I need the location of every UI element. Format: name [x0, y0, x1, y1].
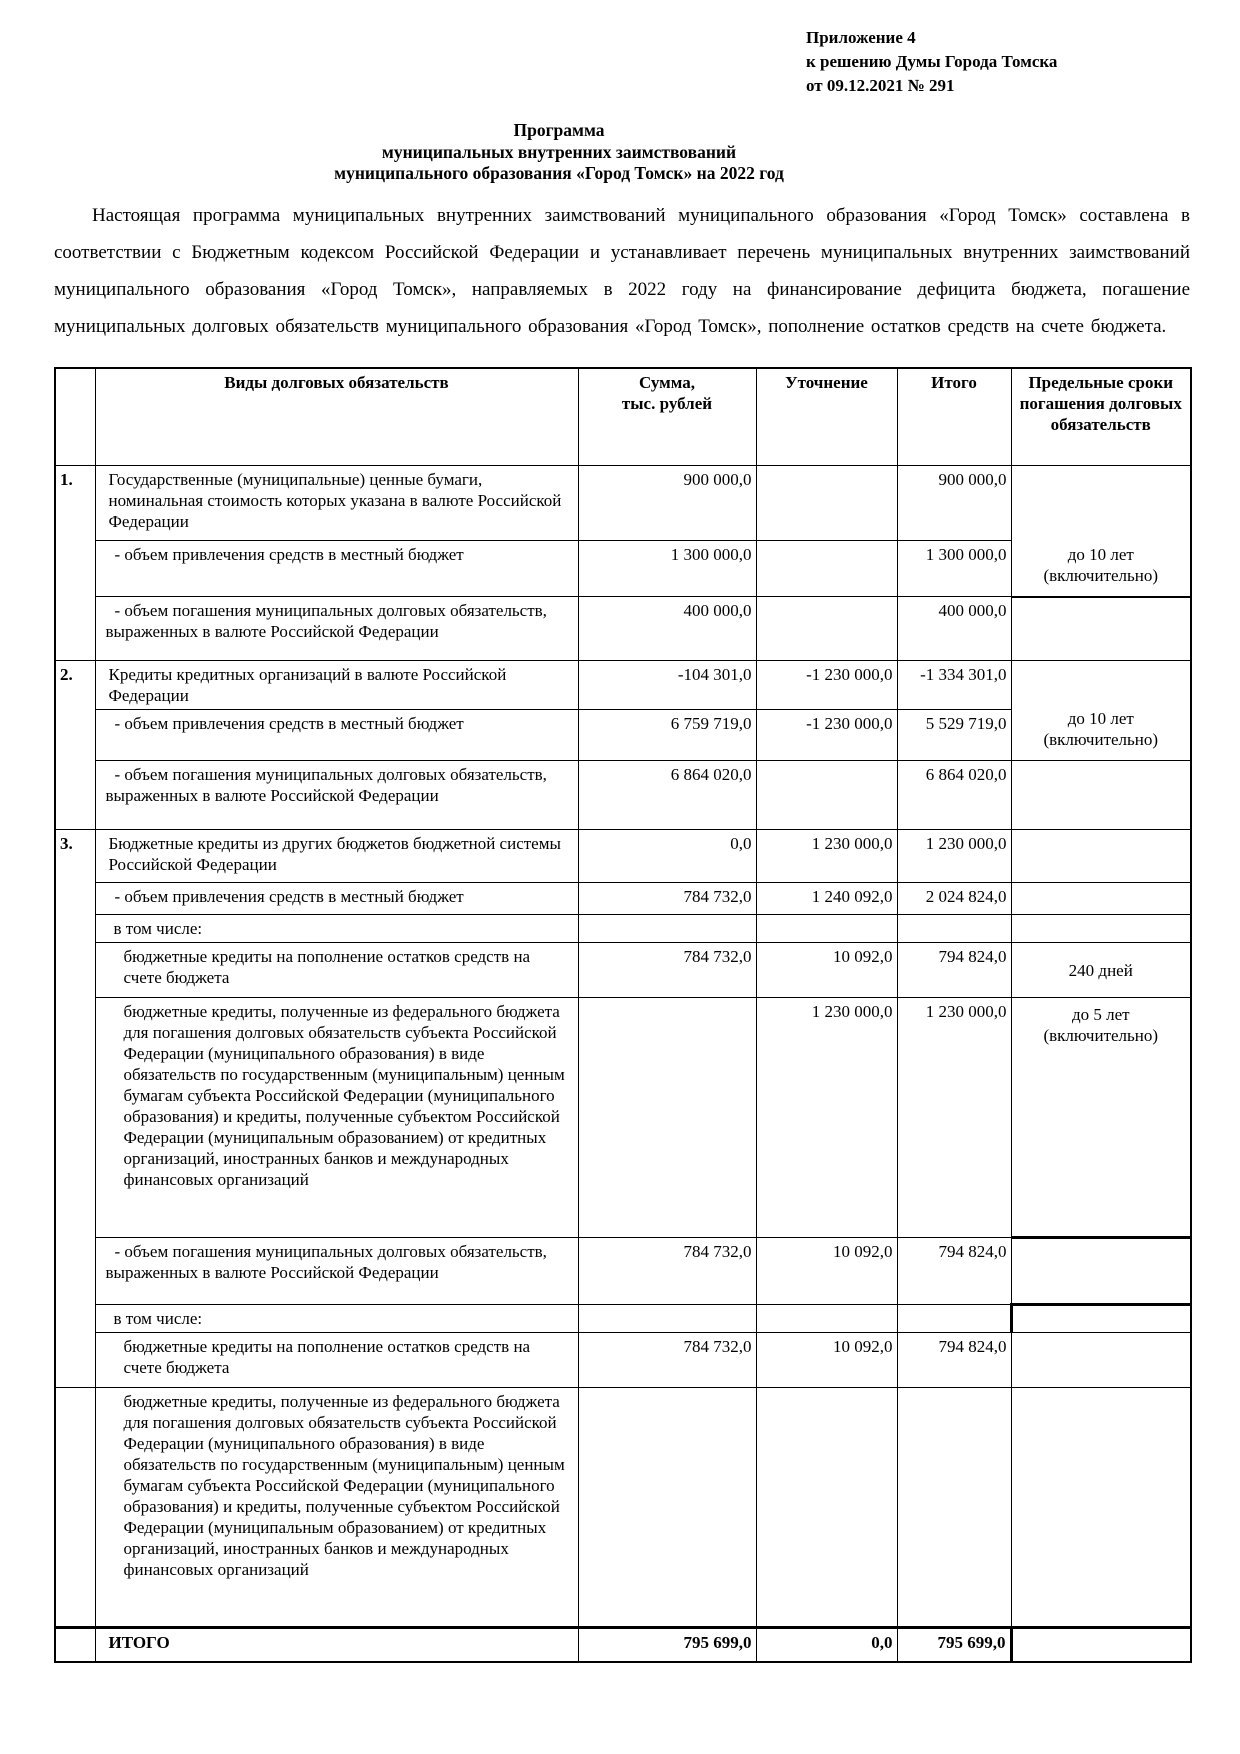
cell-deadline [1011, 1388, 1191, 1628]
cell-clarification [756, 1388, 897, 1628]
cell-total-total: 795 699,0 [897, 1628, 1011, 1662]
cell-total: -1 334 301,0 [897, 661, 1011, 710]
table-row [55, 597, 1191, 661]
cell-total: 794 824,0 [897, 1238, 1011, 1305]
cell-sum: 784 732,0 [578, 1333, 756, 1388]
appendix-line: от 09.12.2021 № 291 [806, 76, 955, 95]
cell-desc: бюджетные кредиты на пополнение остатков средств на счете бюджета [95, 943, 578, 998]
cell-clarification: -1 230 000,0 [756, 661, 897, 710]
cell-total: 1 230 000,0 [897, 998, 1011, 1238]
title-line: муниципальных внутренних заимствований [381, 141, 737, 162]
cell-deadline: до 10 лет (включительно) [1011, 466, 1191, 597]
table-row [55, 915, 1191, 943]
cell-total [897, 1388, 1011, 1628]
cell-clarification [756, 1305, 897, 1333]
cell-sum: 6 759 719,0 [578, 710, 756, 761]
appendix-block [806, 26, 1190, 98]
cell-sum: 1 300 000,0 [578, 541, 756, 597]
table-row [55, 998, 1191, 1238]
cell-total [897, 1305, 1011, 1333]
cell-desc: - объем погашения муниципальных долговых обязательств, выраженных в валюте Российской Федерации [95, 597, 578, 661]
cell-sum: 6 864 020,0 [578, 761, 756, 830]
cell-desc: - объем привлечения средств в местный бюджет [95, 541, 578, 597]
cell-total: 6 864 020,0 [897, 761, 1011, 830]
cell-desc: - объем погашения муниципальных долговых обязательств, выраженных в валюте Российской Федерации [95, 1238, 578, 1305]
cell-clarification [756, 466, 897, 541]
cell-desc: Государственные (муниципальные) ценные бумаги, номинальная стоимость которых указана в валюте Российской Федерации [95, 466, 578, 541]
cell-clarification [756, 597, 897, 661]
cell-clarification: 10 092,0 [756, 943, 897, 998]
table-total-row [55, 1628, 1191, 1662]
cell-clarification-total: 0,0 [756, 1628, 897, 1662]
borrowings-table [54, 367, 1192, 1663]
cell-sum: -104 301,0 [578, 661, 756, 710]
cell-desc: в том числе: [95, 915, 578, 943]
cell-sum [578, 998, 756, 1238]
cell-deadline [1011, 1238, 1191, 1305]
cell-sum: 784 732,0 [578, 1238, 756, 1305]
cell-deadline [1011, 597, 1191, 661]
header-num [55, 368, 95, 466]
intro-paragraph: Настоящая программа муниципальных внутренних заимствований муниципального образования «Город Томск» составлена в соответствии с Бюджетным кодексом Российской Федерации и устанавливает перечень муниципальных внутренних заимствований муниципального образования «Город Томск», направляемых в 2022 году на финансирование дефицита бюджета, погашение муниципальных долговых обязательств муниципального образования «Город Томск», пополнение остатков средств на счете бюджета. [54, 204, 1190, 337]
header-clarification: Уточнение [756, 368, 897, 466]
header-deadline: Предельные сроки погашения долговых обязательств [1011, 368, 1191, 466]
cell-deadline [1011, 830, 1191, 883]
table-row [55, 830, 1191, 883]
cell-sum: 784 732,0 [578, 943, 756, 998]
cell-deadline [1011, 883, 1191, 915]
cell-desc: - объем погашения муниципальных долговых обязательств, выраженных в валюте Российской Федерации [95, 761, 578, 830]
appendix-line: Приложение 4 [806, 28, 916, 47]
cell-total: 1 300 000,0 [897, 541, 1011, 597]
header-types: Виды долговых обязательств [95, 368, 578, 466]
cell-deadline [1011, 1305, 1191, 1333]
document-title [54, 120, 1064, 185]
cell-sum: 784 732,0 [578, 883, 756, 915]
table-row [55, 661, 1191, 710]
cell-sum: 900 000,0 [578, 466, 756, 541]
header-sum-line2: тыс. рублей [621, 393, 713, 413]
cell-total: 794 824,0 [897, 943, 1011, 998]
cell-num [55, 1388, 95, 1628]
cell-clarification [756, 761, 897, 830]
table-row [55, 1388, 1191, 1628]
header-sum [578, 368, 756, 466]
cell-desc: в том числе: [95, 1305, 578, 1333]
cell-deadline [1011, 1333, 1191, 1388]
cell-desc: Кредиты кредитных организаций в валюте Российской Федерации [95, 661, 578, 710]
cell-clarification: -1 230 000,0 [756, 710, 897, 761]
cell-clarification: 1 240 092,0 [756, 883, 897, 915]
cell-clarification [756, 915, 897, 943]
cell-clarification: 1 230 000,0 [756, 830, 897, 883]
cell-sum: 400 000,0 [578, 597, 756, 661]
cell-total: 2 024 824,0 [897, 883, 1011, 915]
title-line: Программа [513, 120, 605, 140]
cell-total: 400 000,0 [897, 597, 1011, 661]
cell-deadline: до 5 лет (включительно) [1011, 998, 1191, 1238]
table-row [55, 761, 1191, 830]
cell-deadline: 240 дней [1011, 943, 1191, 998]
cell-desc: бюджетные кредиты на пополнение остатков средств на счете бюджета [95, 1333, 578, 1388]
cell-sum-total: 795 699,0 [578, 1628, 756, 1662]
cell-num: 3. [55, 830, 95, 1388]
cell-sum [578, 915, 756, 943]
cell-clarification: 10 092,0 [756, 1238, 897, 1305]
cell-num: 2. [55, 661, 95, 830]
table-row [55, 1305, 1191, 1333]
table-header-row [55, 368, 1191, 466]
header-total: Итого [897, 368, 1011, 466]
cell-desc: бюджетные кредиты, полученные из федерального бюджета для погашения долговых обязательств субъекта Российской Федерации (муниципального образования) в виде обязательств по государственным (муниципальным) ценным бумагам субъекта Российской Федерации (муниципального образования) и кредиты, полученные субъектом Российской Федерации (муниципальным образованием) от кредитных организаций, иностранных банков и международных финансовых организаций [95, 998, 578, 1238]
cell-sum [578, 1305, 756, 1333]
cell-deadline [1011, 1628, 1191, 1662]
cell-deadline [1011, 915, 1191, 943]
cell-desc-total-label: ИТОГО [95, 1628, 578, 1662]
cell-num [55, 1628, 95, 1662]
cell-sum: 0,0 [578, 830, 756, 883]
table-row [55, 883, 1191, 915]
cell-total [897, 915, 1011, 943]
cell-total: 900 000,0 [897, 466, 1011, 541]
table-row [55, 943, 1191, 998]
cell-deadline: до 10 лет (включительно) [1011, 661, 1191, 761]
cell-total: 794 824,0 [897, 1333, 1011, 1388]
cell-clarification: 10 092,0 [756, 1333, 897, 1388]
cell-clarification [756, 541, 897, 597]
cell-total: 1 230 000,0 [897, 830, 1011, 883]
table-row [55, 1238, 1191, 1305]
header-sum-line1: Сумма, [639, 372, 695, 392]
table-row [55, 1333, 1191, 1388]
cell-sum [578, 1388, 756, 1628]
cell-total: 5 529 719,0 [897, 710, 1011, 761]
cell-desc: бюджетные кредиты, полученные из федерального бюджета для погашения долговых обязательств субъекта Российской Федерации (муниципального образования) в виде обязательств по государственным (муниципальным) ценным бумагам субъекта Российской Федерации (муниципального образования) и кредиты, полученные субъектом Российской Федерации (муниципальным образованием) от кредитных организаций, иностранных банков и международных финансовых организаций [95, 1388, 578, 1628]
cell-desc: - объем привлечения средств в местный бюджет [95, 883, 578, 915]
table-row [55, 466, 1191, 541]
title-line: муниципального образования «Город Томск» на 2022 год [334, 163, 784, 183]
cell-desc: - объем привлечения средств в местный бюджет [95, 710, 578, 761]
cell-clarification: 1 230 000,0 [756, 998, 897, 1238]
appendix-line: к решению Думы Города Томска [806, 52, 1058, 71]
cell-desc: Бюджетные кредиты из других бюджетов бюджетной системы Российской Федерации [95, 830, 578, 883]
cell-deadline [1011, 761, 1191, 830]
cell-num: 1. [55, 466, 95, 661]
